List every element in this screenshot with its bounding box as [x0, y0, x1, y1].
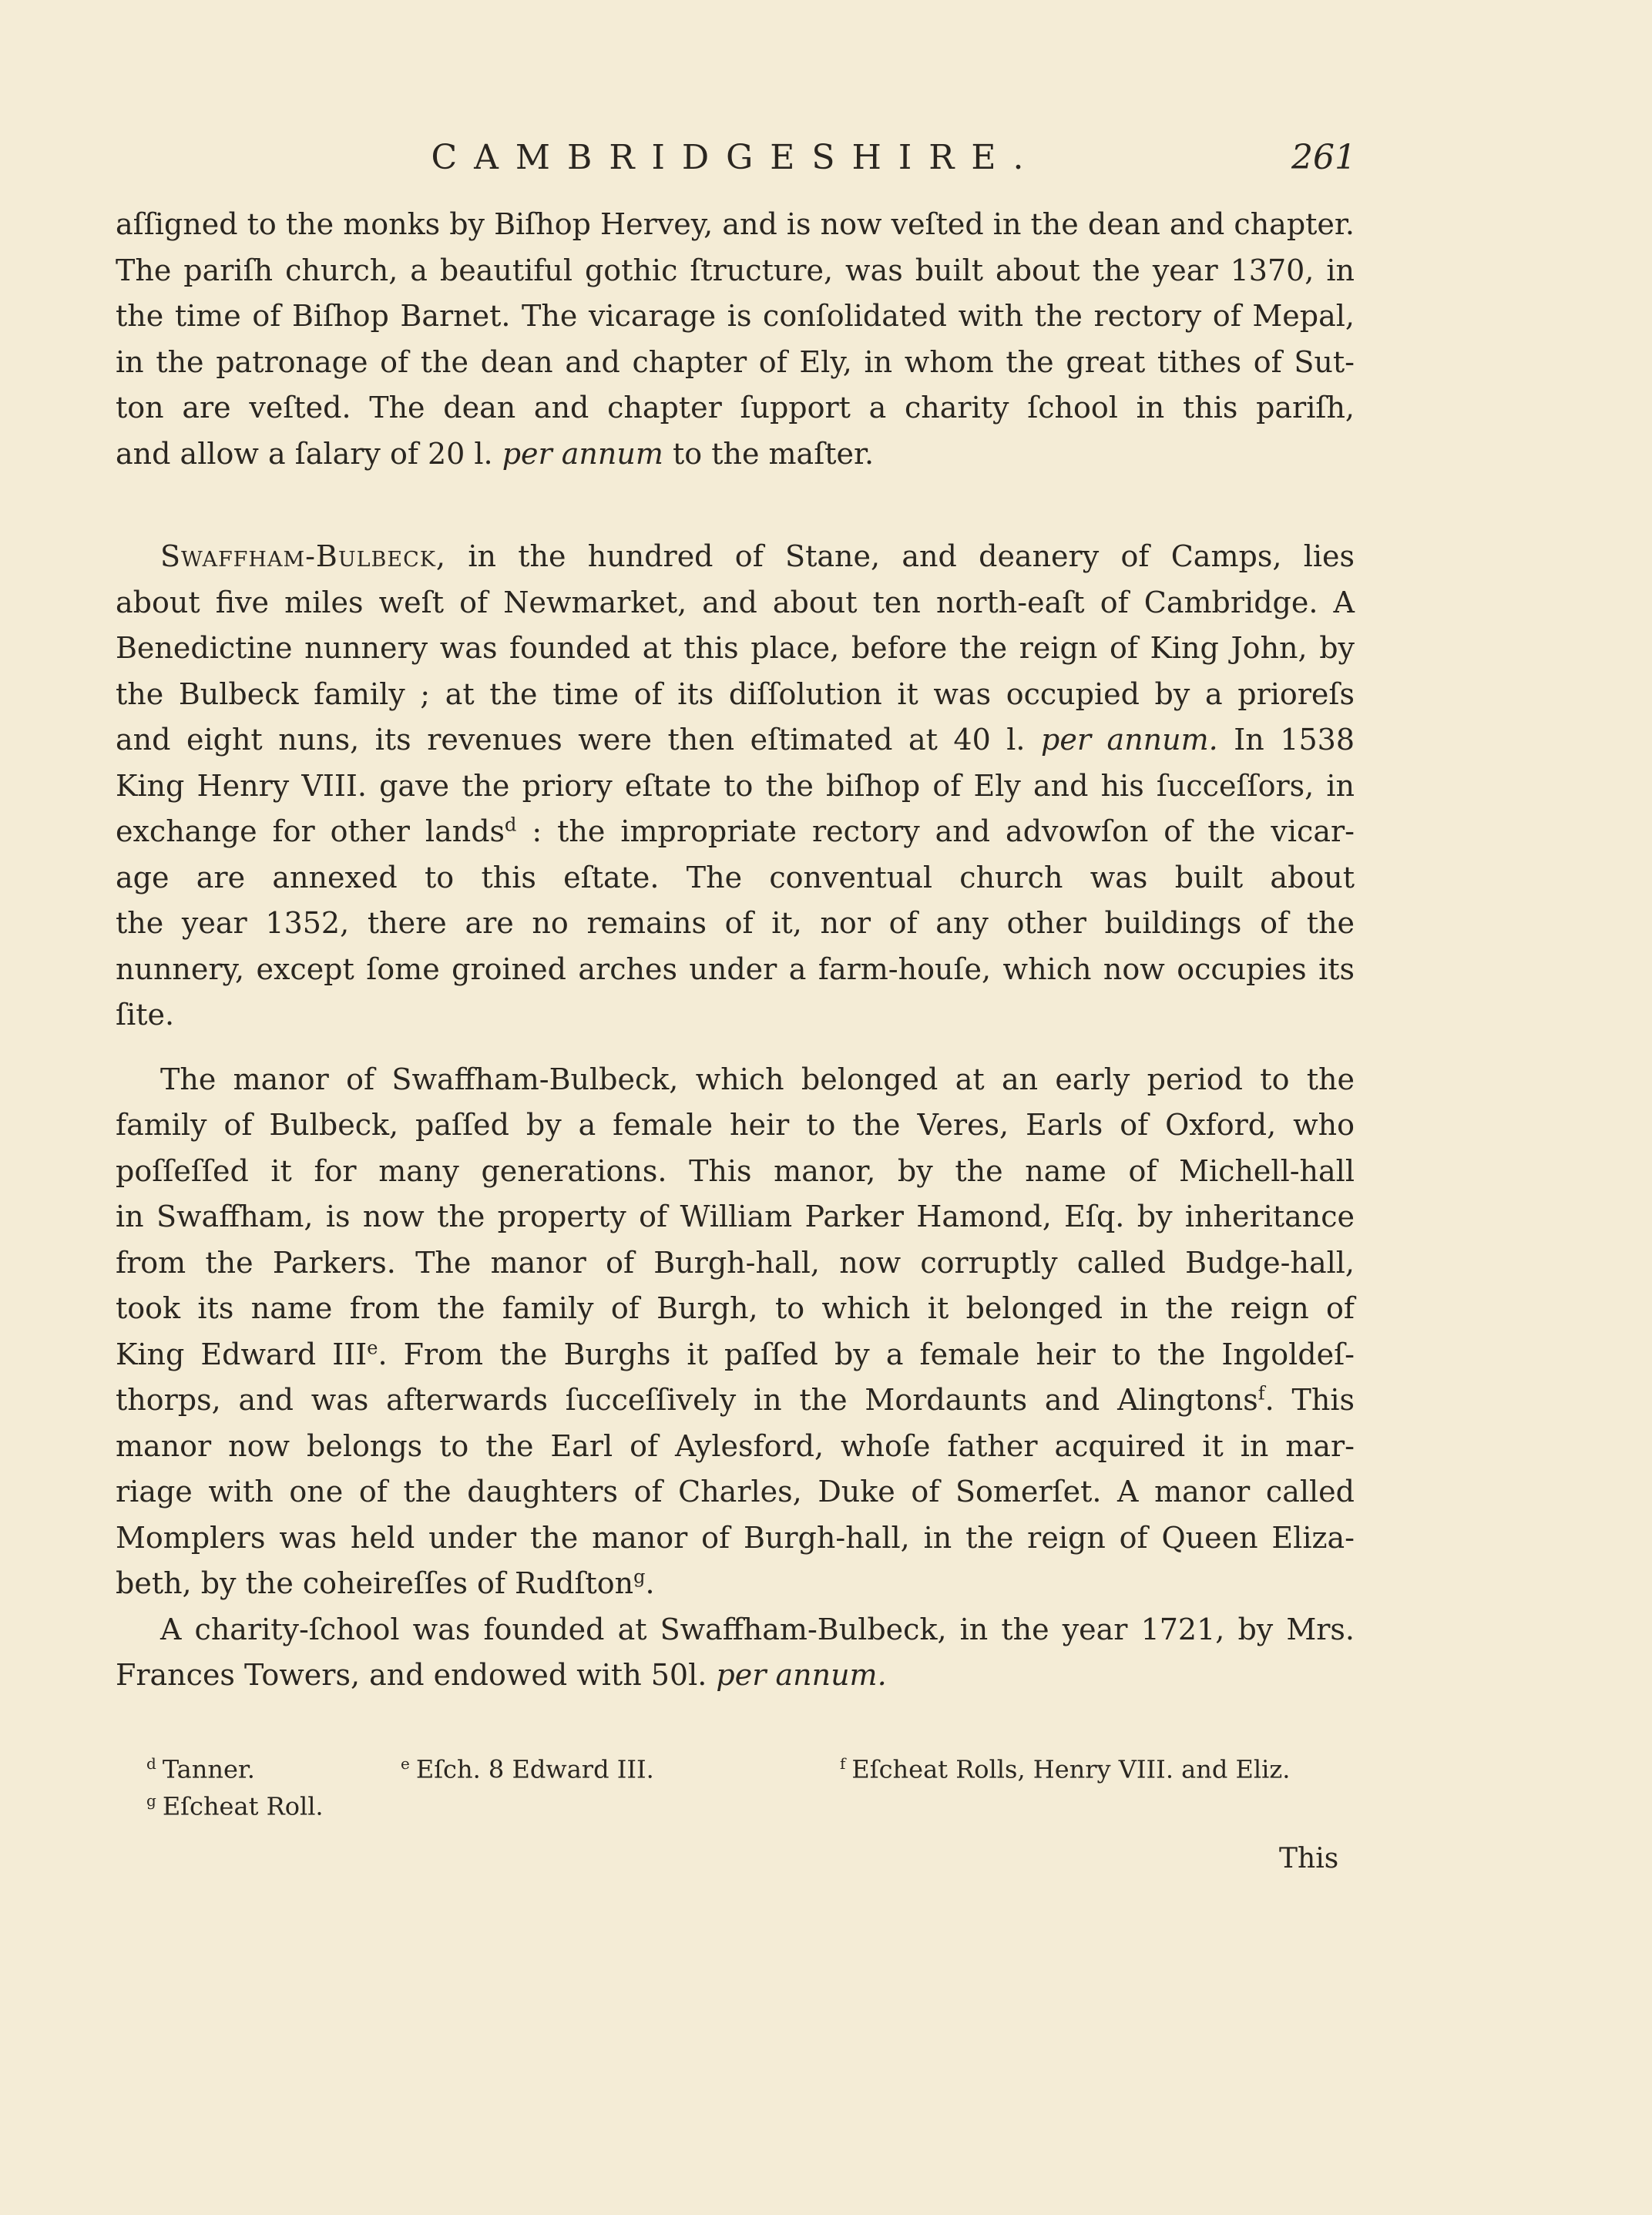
text-line: poſſeſſed it for many generations. This manor, by the name of Michell-hall — [116, 1153, 1355, 1188]
text-line: Frances Towers, and endowed with 50l. per annum. — [116, 1658, 887, 1692]
text-line: from the Parkers. The manor of Burgh-hall, now corruptly called Budge-hall, — [116, 1245, 1355, 1280]
page-number: 261 — [1291, 138, 1356, 177]
footnote-ref-g: g — [633, 1566, 646, 1588]
paragraph-manor — [116, 1057, 1355, 1607]
text-line: beth, by the coheireſſes of Rudſton$^g$. — [116, 1566, 655, 1600]
text-line: Swaffham-Bulbeck, in the hundred of Stane, and deanery of Camps, lies — [160, 539, 1355, 573]
paragraph-swaffham-bulbeck — [116, 534, 1355, 1039]
text-line: in Swaffham, is now the property of William Parker Hamond, Eſq. by inheritance — [116, 1200, 1355, 1233]
footnote-g: $^g$ Eſcheat Roll. — [146, 1791, 324, 1821]
body-text — [116, 202, 1355, 1699]
footnote-ref-d: d — [505, 814, 517, 836]
text-line: Benedictine nunnery was founded at this place, before the reign of King John, by — [116, 631, 1355, 665]
catchword: This — [1279, 1843, 1339, 1874]
running-head: CAMBRIDGESHIRE. — [431, 138, 1041, 177]
footnote-d: $^d$ Tanner. — [146, 1754, 255, 1784]
text-line: and eight nuns, its revenues were then eſtimated at 40 l. per annum. In 1538 — [116, 723, 1355, 757]
text-line: the year 1352, there are no remains of it, nor of any other buildings of the — [116, 906, 1355, 940]
text-line: King Henry VIII. gave the priory eſtate to the biſhop of Ely and his ſucceſſors, in — [116, 768, 1355, 803]
text-line: about five miles weſt of Newmarket, and about ten north-eaſt of Cambridge. A — [116, 585, 1355, 619]
text-line: The manor of Swaffham-Bulbeck, which belonged at an early period to the — [160, 1062, 1355, 1096]
text-line: the time of Biſhop Barnet. The vicarage is conſolidated with the rectory of Mepal, — [116, 299, 1355, 333]
footnote-e: $^e$ Eſch. 8 Edward III. — [401, 1754, 654, 1784]
text-line: family of Bulbeck, paſſed by a female heir to the Veres, Earls of Oxford, who — [116, 1108, 1355, 1142]
paragraph-charity-school — [116, 1607, 1355, 1699]
text-line: and allow a ſalary of 20 l. per annum to the maſter. — [116, 436, 875, 471]
footnote-ref-e: e — [367, 1336, 378, 1358]
page-header — [116, 131, 1356, 185]
italic-per-annum: per annum — [502, 436, 663, 471]
text-line: The pariſh church, a beautiful gothic ſtructure, was built about the year 1370, in — [116, 253, 1355, 287]
text-line: A charity-ſchool was founded at Swaffham-Bulbeck, in the year 1721, by Mrs. — [160, 1612, 1355, 1646]
paragraph-sutton — [116, 202, 1355, 477]
text-line: ton are veſted. The dean and chapter ſupport a charity ſchool in this pariſh, — [116, 391, 1355, 425]
text-line: nunnery, except ſome groined arches under a farm-houſe, which now occupies its — [116, 951, 1355, 986]
text-line: manor now belongs to the Earl of Aylesford, whoſe father acquired it in mar- — [116, 1428, 1355, 1463]
text-line: the Bulbeck family ; at the time of its diſſolution it was occupied by a prioreſs — [116, 676, 1355, 711]
text-line: Momplers was held under the manor of Burgh-hall, in the reign of Queen Eliza- — [116, 1520, 1355, 1555]
italic-per-annum: per annum. — [1041, 723, 1218, 757]
text-line: age are annexed to this eſtate. The conventual church was built about — [116, 860, 1355, 894]
text-line: ſite. — [116, 998, 175, 1032]
text-line: thorps, and was afterwards ſucceſſively in the Mordaunts and Alingtons$^f$. This — [116, 1382, 1355, 1417]
text-line: King Edward IIIe. From the Burghs it paſſed by a female heir to the Ingoldeſ- — [116, 1336, 1355, 1371]
text-line: in the patronage of the dean and chapter of Ely, in whom the great tithes of Sut- — [116, 344, 1355, 379]
text-line: took its name from the family of Burgh, to which it belonged in the reign of — [116, 1291, 1355, 1325]
place-name-heading: Swaffham-Bulbeck, — [160, 539, 447, 573]
text-line: riage with one of the daughters of Charles, Duke of Somerſet. A manor called — [116, 1475, 1355, 1509]
italic-per-annum: per annum. — [716, 1658, 887, 1692]
text-line: aſſigned to the monks by Biſhop Hervey, and is now veſted in the dean and chapter. — [116, 207, 1355, 241]
footnotes — [116, 1745, 1356, 1819]
text-line: exchange for other lands$^d$ : the impropriate rectory and advowſon of the vicar- — [116, 814, 1355, 848]
footnote-ref-f: f — [1257, 1382, 1265, 1405]
footnote-f: $^f$ Eſcheat Rolls, Henry VIII. and Eliz. — [840, 1754, 1291, 1784]
